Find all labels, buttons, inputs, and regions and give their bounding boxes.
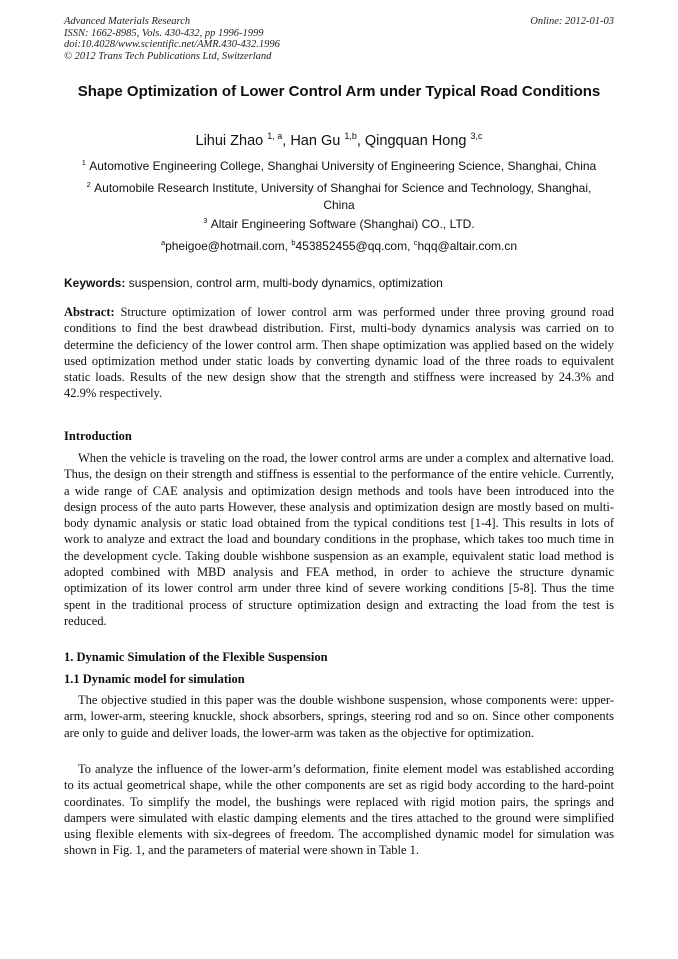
affiliation-text: Automobile Research Institute, University of Shanghai for Science and Technology, Shanghai, China [94,181,592,212]
online-date: Online: 2012-01-03 [530,16,614,27]
paper-title: Shape Optimization of Lower Control Arm under Typical Road Conditions [77,83,601,100]
email-link[interactable]: 453852455@qq.com, [295,239,411,253]
abstract-text: Structure optimization of lower control arm was performed under three proving ground road conditions to find the best drawbead distribution. First, multi-body dynamics analysis was carried on to determine the deficiency of the lower control arm. Then shape optimization was applied based on the widely used optimization method under static loads by converting dynamic load of the three roads to equivalent static loads. Results of the new design show that the strength and stiffness were increased by 24.3% and 42.9% respectively. [64,305,614,401]
copyright-line: © 2012 Trans Tech Publications Ltd, Switzerland [64,50,272,62]
author-sup: 1,b [344,131,357,142]
journal-header [64,16,280,62]
section-1-heading: 1. Dynamic Simulation of the Flexible Suspension [64,650,328,664]
email-link[interactable]: pheigoe@hotmail.com, [165,239,288,253]
doi-line: doi:10.4028/www.scientific.net/AMR.430-432.1996 [64,39,280,50]
email-sup: b [291,238,296,247]
abstract [64,304,614,402]
affiliation [64,158,614,175]
body-paragraph: To analyze the influence of the lower-arm’s deformation, finite element model was established according to its actual geometrical shape, while the other components are set as rigid body according to the hard-point coordinates. To simplify the model, the bushings were replaced with rigid motion pairs, the springs and dampers were simulated with elastic damping elements and the tires attached to the ground were simplified using flexible elements with six-degrees of freedom. The accomplished dynamic model for simulation was shown in Fig. 1, and the parameters of material were shown in Table 1. [64,762,614,858]
email-link[interactable]: hqq@altair.com.cn [417,239,518,253]
affiliation-sup: 3 [203,216,208,225]
author-name: Lihui Zhao [195,133,264,149]
email-list [64,238,614,255]
author-name: Han Gu [290,133,341,149]
affiliation-sup: 2 [86,180,91,189]
section-1-1-heading: 1.1 Dynamic model for simulation [64,672,245,686]
journal-name: Advanced Materials Research [64,16,191,27]
abstract-label: Abstract: [64,305,115,319]
author-list: Lihui Zhao $^{1, a}$, Han Gu $^{1,b}$, Qingquan Hong $^{3,c}$ [195,131,483,149]
affiliation-text: Automotive Engineering College, Shanghai University of Engineering Science, Shanghai, China [89,159,597,173]
author-name: Qingquan Hong [364,133,467,149]
email-sup: c [413,238,418,247]
issn-line: ISSN: 1662-8985, Vols. 430-432, pp 1996-1999 [64,27,264,39]
intro-heading: Introduction [64,429,132,443]
email-sup: a [160,238,166,247]
author-sup: 3,c [470,131,483,142]
affiliation [64,216,614,233]
body-paragraph: The objective studied in this paper was the double wishbone suspension, whose components were: upper-arm, lower-arm, steering knuckle, shock absorbers, springs, steering rod and so on. Since other components are only to guide and deliver loads, the lower-arm was taken as the objective for optimization. [64,693,614,740]
intro-paragraph: When the vehicle is traveling on the road, the lower control arms are under a complex and alternative load. Thus, the design on their strength and stiffness is essential to the performance of the entire vehicle. Currently, a wide range of CAE analysis and optimization design methods and tools have been introduced into the design process of the auto parts However, these analysis and optimization design are mostly based on multi-body dynamic analysis or static load obtained from the typical conditions test [1-4]. This results in lots of work to analyze and extract the load and boundary conditions in the prophase, which takes too much time in the development cycle. Taking double wishbone suspension as an example, equivalent static load method is adopted combined with MBD analysis and FEA method, in order to achieve the structure dynamic optimization of its lower control arm under three kind of severe working conditions [5-8]. Thus the time spent in the traditional process of structure optimization design and extracting the load from the test is reduced. [64,451,614,628]
affiliation-sup: 1 [81,158,86,167]
affiliation [64,180,614,214]
author-sup: 1, a [267,131,283,142]
affiliation-text: Altair Engineering Software (Shanghai) CO., LTD. [210,217,475,231]
keywords-label: Keywords: [64,276,126,290]
keywords [64,275,443,291]
keywords-text: suspension, control arm, multi-body dynamics, optimization [128,276,443,290]
